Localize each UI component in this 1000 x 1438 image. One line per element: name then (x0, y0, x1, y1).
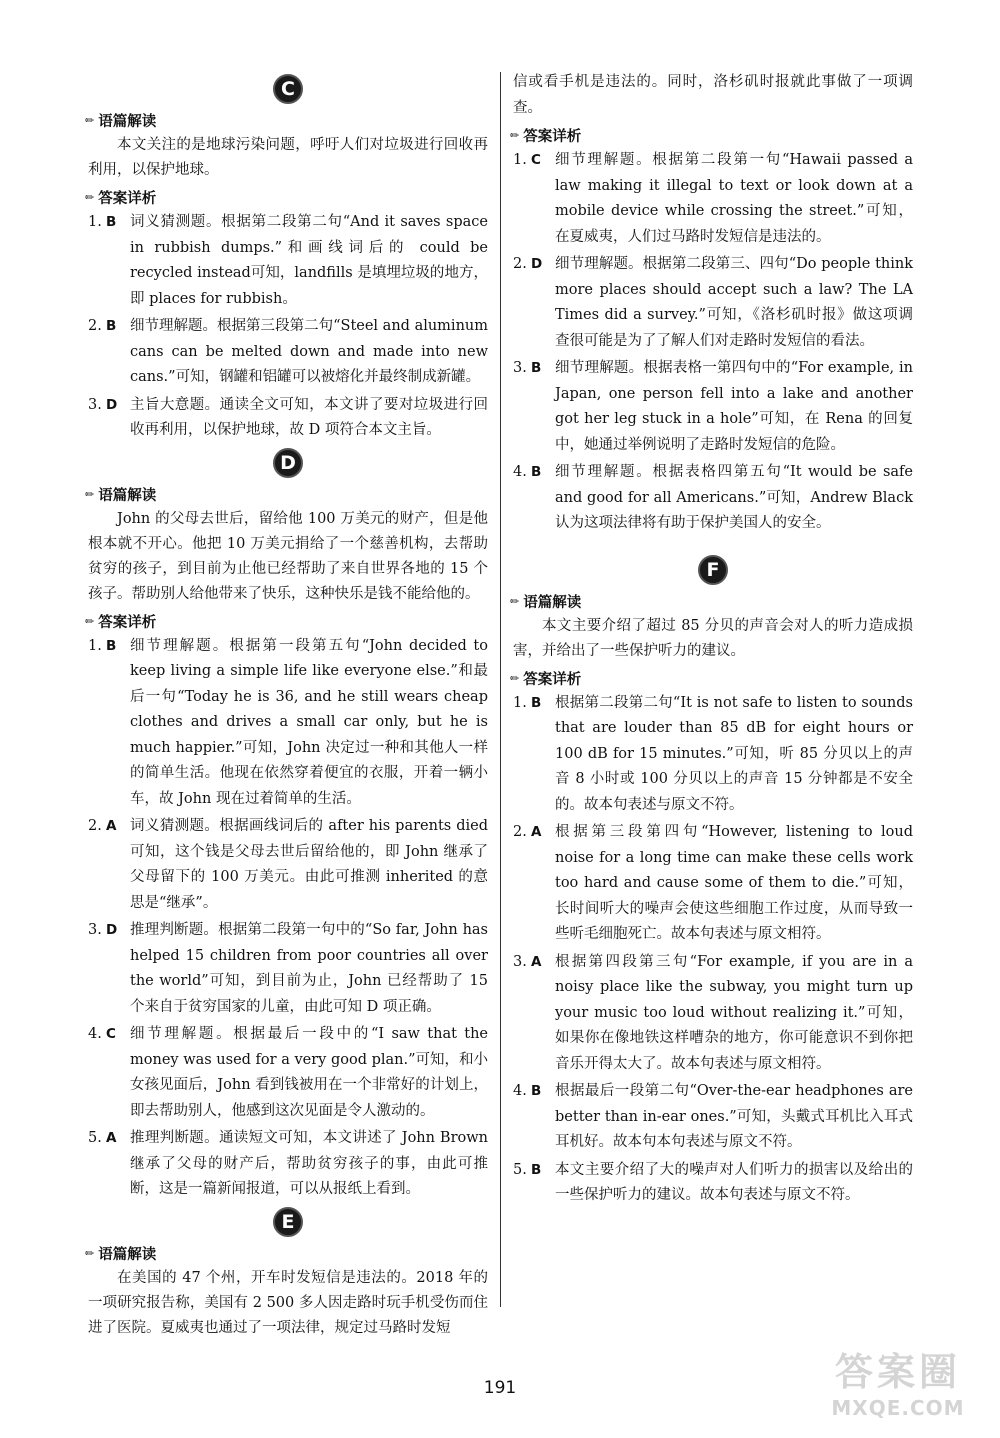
arrow-icon: ✏ (510, 671, 520, 685)
answer-item: 4. B 根据最后一段第二句“Over-the-ear headphones are better than in-ear ones.”可知，头戴式耳机比入耳式耳机好。故本句本句表述与原文不符。 (513, 1083, 913, 1150)
answer-item: 1. B 词义猜测题。根据第二段第二句“And it saves space in rubbish dumps.”和画线词后的 could be recycled instead可知，landfills 是填埋垃圾的地方，即 places for rubbish。 (88, 214, 488, 307)
column-divider (500, 72, 501, 1307)
reading-heading: ✏ 语篇解读 (85, 1246, 157, 1263)
answers-heading: ✏ 答案详析 (510, 671, 582, 688)
answer-item: 1. C 细节理解题。根据第二段第一句“Hawaii passed a law making it illegal to text or look down at a mobile device while crossing the street.”可知，在夏威夷，人们过马路时发短信是违法的。 (513, 152, 913, 245)
reading-heading: ✏ 语篇解读 (85, 114, 157, 130)
answer-item: 2. A 根据第三段第四句“However, listening to loud noise for a long time can make these cells work too hard and cause some of them to die.”可知，长时间听大的噪声会使这些细胞工作过度，从而导致一些听毛细胞死亡。故本句表述与原文相符。 (513, 824, 913, 942)
answer-item: 4. C 细节理解题。根据最后一段中的“I saw that the money was used for a very good plan.”可知，和小女孩见面后，John 看到钱被用在一个非常好的计划上，即去帮助别人，他感到这次见面是令人激动的。 (88, 1026, 489, 1119)
reading-heading: ✏ 语篇解读 (510, 594, 582, 611)
reading-summary: 本文主要介绍了超过 85 分贝的声音会对人的听力造成损害，并给出了一些保护听力的建议。 (513, 617, 913, 659)
answer-item: 2. D 细节理解题。根据第二段第三、四句“Do people think more places should accept such a law? The LA Times did a survey.”可知，《洛杉矶时报》做这项调查很可能是为了了解人们对走路时发短信的看法。 (513, 256, 913, 349)
answer-item: 2. B 细节理解题。根据第三段第二句“Steel and aluminum cans can be melted down and made into new cans.”可知，钢罐和铝罐可以被熔化并最终制成新罐。 (88, 318, 488, 385)
answer-item: 5. A 推理判断题。通读短文可知，本文讲述了 John Brown 继承了父母的财产后，帮助贫穷孩子的事，由此可推断，这是一篇新闻报道，可以从报纸上看到。 (88, 1130, 488, 1197)
answer-item: 1. B 根据第二段第二句“It is not safe to listen to sounds that are louder than 85 dB for eight hours or 100 dB for 15 minutes.”可知，听 85 分贝以上的声音 8 小时或 100 分贝以上的声音 15 分钟都是不安全的。故本句表述与原文不符。 (513, 694, 913, 813)
section-badge-d: D (273, 448, 303, 478)
watermark-logo: 答案圈 MXQE.COM (831, 1350, 965, 1420)
left-column (85, 70, 489, 1341)
answer-item: 3. D 主旨大意题。通读全文可知，本文讲了要对垃圾进行回收再利用，以保护地球，故 D 项符合本文主旨。 (88, 396, 488, 438)
reading-heading: ✏ 语篇解读 (85, 487, 157, 504)
reading-summary: 本文关注的是地球污染问题，呼吁人们对垃圾进行回收再利用，以保护地球。 (88, 137, 488, 178)
reading-summary-continued: 信或看手机是违法的。同时，洛杉矶时报就此事做了一项调查。 (513, 74, 913, 116)
answer-item: 3. A 根据第四段第三句“For example, if you are in a noisy place like the subway, you might turn up your music too loud without realizing it.”可知，如果你在像地铁这样嘈杂的地方，你可能意识不到你把音乐开得太大了。故本句表述与原文相符。 (513, 953, 913, 1072)
arrow-icon: ✏ (510, 594, 520, 608)
answers-heading: ✏ 答案详析 (85, 614, 157, 631)
section-badge-e: E (273, 1207, 303, 1237)
answer-item: 2. A 词义猜测题。根据画线词后的 after his parents died 可知，这个钱是父母去世后留给他的，即 John 继承了父母留下的 100 万美元。由此可推测 inherited 的意思是“继承”。 (88, 818, 488, 911)
page-number: 191 (483, 1378, 517, 1398)
answer-item: 3. B 细节理解题。根据表格一第四句中的“For example, in Japan, one person fell into a lake and another got her leg stuck in a hole”可知，在 Rena 的回复中，她通过举例说明了走路时发短信的危险。 (513, 360, 913, 453)
answers-heading: ✏ 答案详析 (85, 191, 157, 207)
section-badge-c: C (273, 74, 303, 104)
arrow-icon: ✏ (85, 1246, 95, 1260)
right-column (510, 70, 913, 1211)
reading-summary: 在美国的 47 个州，开车时发短信是违法的。2018 年的一项研究报告称，美国有 2 500 多人因走路时玩手机受伤而住进了医院。夏威夷也通过了一项法律，规定过马路时发短 (88, 1269, 488, 1336)
answer-item: 3. D 推理判断题。根据第二段第一句中的“So far, John has helped 15 children from poor countries all over the world”可知，到目前为止，John 已经帮助了 15 个来自于贫穷国家的儿童，由此可知 D 项正确。 (88, 922, 488, 1015)
arrow-icon: ✏ (510, 129, 520, 142)
answer-item: 1. B 细节理解题。根据第一段第五句“John decided to keep living a simple life like everyone else.”和最后一句“Today he is 36, and he still wears cheap clothes and drives a small car only, but he is much happier.”可知，John 决定过一种和其他人一样的简单生活。他现在依然穿着便宜的衣服，开着一辆小车，故 John 现在过着简单的生活。 (88, 637, 488, 807)
answer-item: 5. B 本文主要介绍了大的噪声对人们听力的损害以及给出的一些保护听力的建议。故本句表述与原文不符。 (513, 1161, 913, 1203)
arrow-icon: ✏ (85, 191, 95, 204)
reading-summary: John 的父母去世后，留给他 100 万美元的财产，但是他根本就不开心。他把 10 万美元捐给了一个慈善机构，去帮助贫穷的孩子，到目前为止他已经帮助了来自世界各地的 15 个孩子。帮助别人给他带来了快乐，这种快乐是钱不能给他的。 (88, 510, 488, 602)
section-badge-f: F (698, 555, 728, 585)
arrow-icon: ✏ (85, 114, 95, 127)
arrow-icon: ✏ (85, 614, 95, 628)
answers-heading: ✏ 答案详析 (510, 129, 582, 145)
arrow-icon: ✏ (85, 487, 95, 501)
answer-item: 4. B 细节理解题。根据表格四第五句“It would be safe and good for all Americans.”可知，Andrew Black 认为这项法律将有助于保护美国人的安全。 (513, 464, 913, 531)
